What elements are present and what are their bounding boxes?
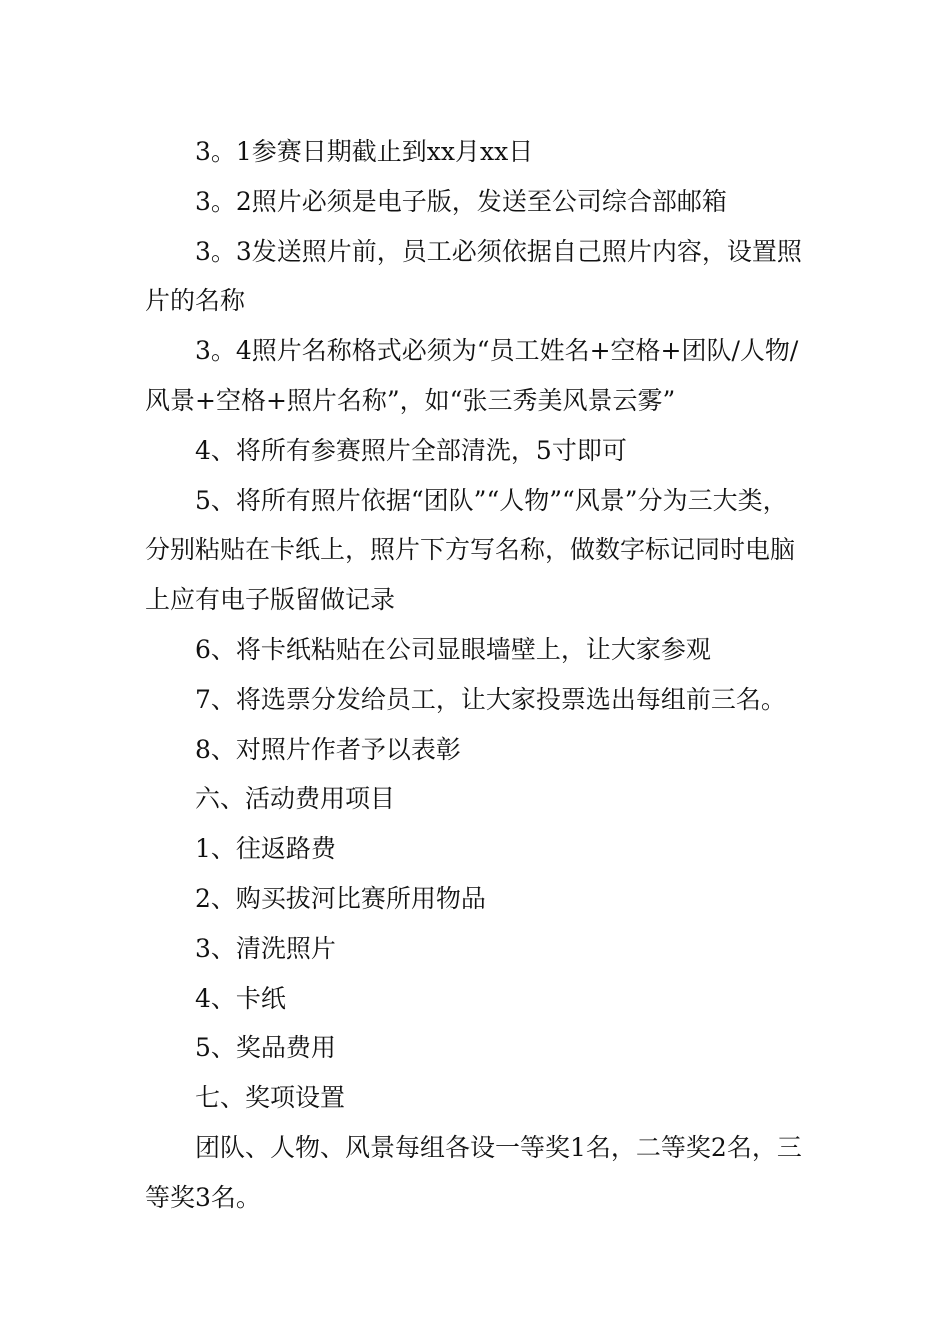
paragraph-rule-3-1: 3。1参赛日期截止到xx月xx日 xyxy=(195,137,534,166)
cost-item-5: 5、奖品费用 xyxy=(195,1033,336,1063)
document-body xyxy=(145,127,810,1223)
paragraph-rule-3-3: 3。3发送照片前，员工必须依据自己照片内容，设置照片的名称 xyxy=(145,236,802,316)
paragraph-step-8: 8、对照片作者予以表彰 xyxy=(195,734,461,764)
section-heading-costs: 六、活动费用项目 xyxy=(195,784,396,814)
cost-item-3: 3、清洗照片 xyxy=(195,933,336,963)
paragraph-step-5: 5、将所有照片依据“团队”“人物”“风景”分为三大类，分别粘贴在卡纸上，照片下方写名称，做数字标记同时电脑上应有电子版留做记录 xyxy=(145,485,796,615)
paragraph-step-7: 7、将选票分发给员工，让大家投票选出每组前三名。 xyxy=(195,684,786,714)
paragraph-rule-3-2: 3。2照片必须是电子版，发送至公司综合部邮箱 xyxy=(195,186,727,216)
cost-item-4: 4、卡纸 xyxy=(195,983,286,1013)
paragraph-rule-3-4: 3。4照片名称格式必须为“员工姓名+空格+团队/人物/风景+空格+照片名称”，如“张三秀美风景云雾” xyxy=(145,336,799,415)
awards-description: 团队、人物、风景每组各设一等奖1名，二等奖2名，三等奖3名。 xyxy=(145,1132,802,1212)
section-heading-awards: 七、奖项设置 xyxy=(195,1083,346,1113)
cost-item-2: 2、购买拔河比赛所用物品 xyxy=(195,883,486,913)
paragraph-step-4: 4、将所有参赛照片全部清洗，5寸即可 xyxy=(195,435,627,465)
cost-item-1: 1、往返路费 xyxy=(195,834,336,864)
paragraph-step-6: 6、将卡纸粘贴在公司显眼墙壁上，让大家参观 xyxy=(195,634,711,664)
